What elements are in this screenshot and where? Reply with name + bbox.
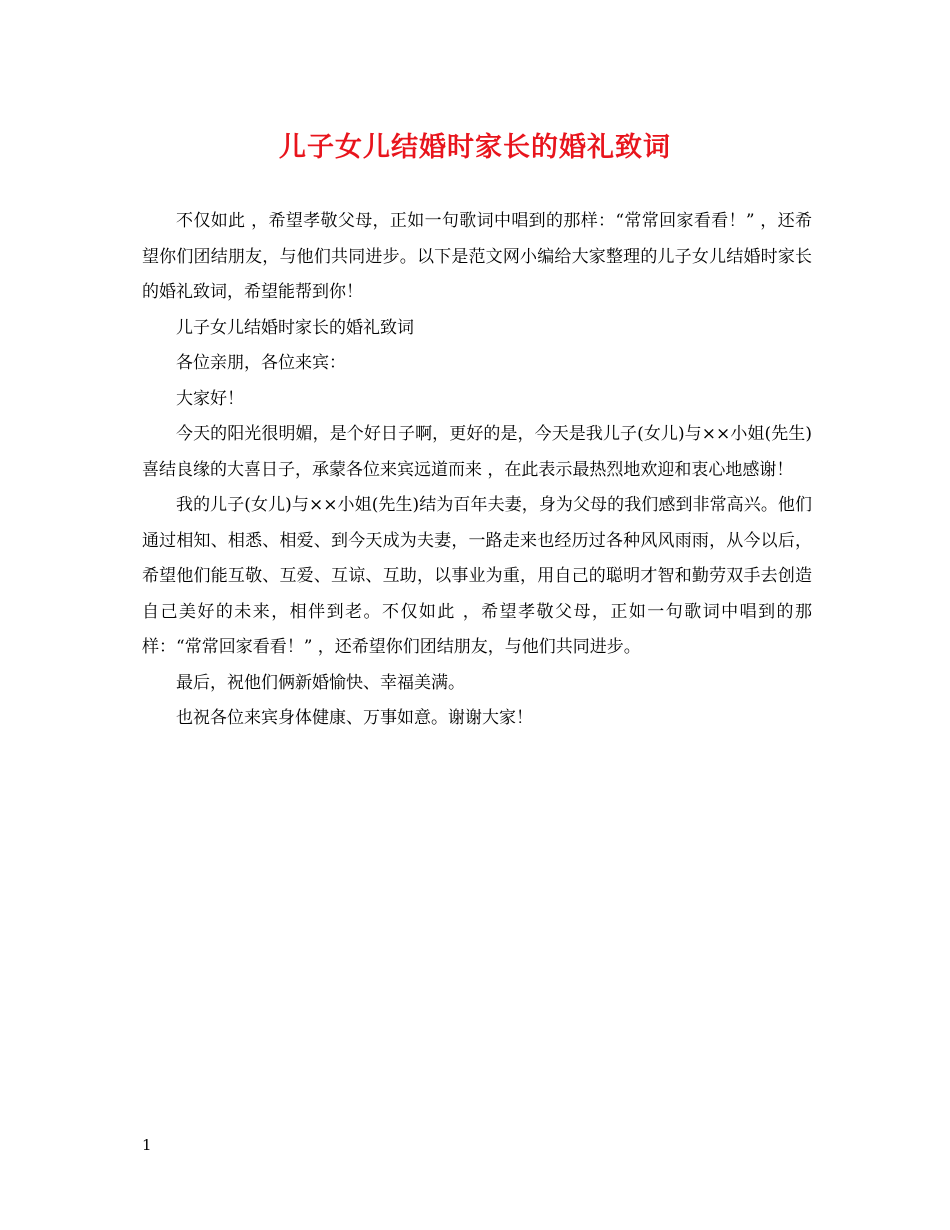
document-body (142, 204, 812, 737)
page-number: 1 (142, 1136, 152, 1154)
closing-wish-paragraph: 最后，祝他们俩新婚愉快、幸福美满。 (176, 672, 465, 693)
greeting: 大家好！ (176, 388, 244, 409)
document-title: 儿子女儿结婚时家长的婚礼致词 (279, 132, 671, 163)
welcome-paragraph: 今天的阳光很明媚，是个好日子啊，更好的是，今天是我儿子(女儿)与××小姐(先生)喜结良缘的大喜日子，承蒙各位来宾远道而来 ，在此表示最热烈地欢迎和衷心地感谢！ (142, 424, 812, 480)
salutation: 各位亲朋，各位来宾： (176, 353, 346, 373)
intro-paragraph: 不仅如此 ，希望孝敬父母，正如一句歌词中唱到的那样：“常常回家看看！” ，还希望你们团结朋友，与他们共同进步。以下是范文网小编给大家整理的儿子女儿结婚时家长的婚礼致词，希望能帮到你！ (142, 211, 812, 302)
blessing-paragraph: 我的儿子(女儿)与××小姐(先生)结为百年夫妻，身为父母的我们感到非常高兴。他们通过相知、相悉、相爱、到今天成为夫妻，一路走来也经历过各种风风雨雨，从今以后，希望他们能互敬、互爱、互谅、互助，以事业为重，用自己的聪明才智和勤劳双手去创造自己美好的未来，相伴到老。不仅如此 ，希望孝敬父母，正如一句歌词中唱到的那样：“常常回家看看！” ，还希望你们团结朋友，与他们共同进步。 (142, 495, 812, 657)
thanks-paragraph: 也祝各位来宾身体健康、万事如意。谢谢大家！ (176, 708, 533, 728)
speech-heading: 儿子女儿结婚时家长的婚礼致词 (176, 317, 414, 338)
